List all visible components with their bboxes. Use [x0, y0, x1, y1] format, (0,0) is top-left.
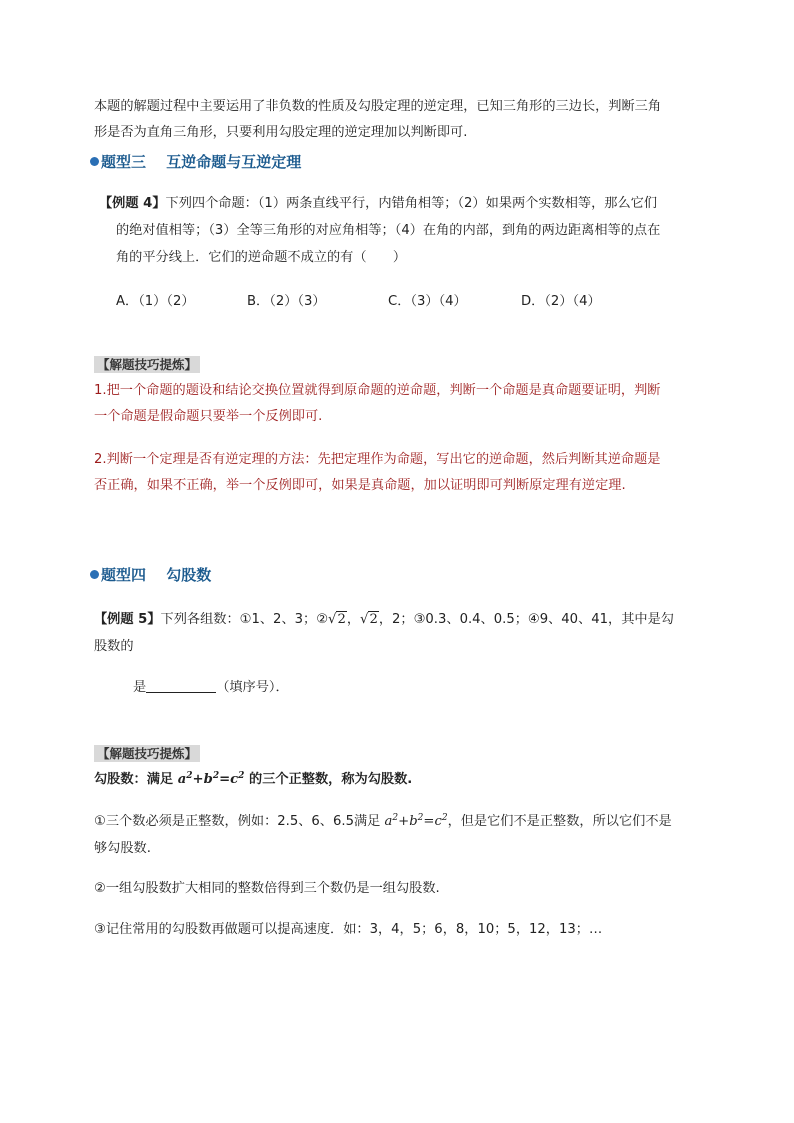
tips-tag-1: 【解题技巧提炼】 [94, 356, 200, 373]
answer-suffix: （填序号）． [216, 680, 289, 695]
section-4-heading [90, 564, 211, 585]
answer-blank[interactable] [146, 679, 216, 693]
bullet-dot-icon [90, 570, 99, 579]
example-5-text-b: ， [346, 612, 361, 627]
example-4-line-2: 的绝对值相等；（3）全等三角形的对应角相等；（4）在角的内部，到角的两边距离相等的点在 [116, 223, 661, 238]
option-b: B．（2）（3） [247, 294, 326, 309]
example-4-line-3: 角的平分线上．它们的逆命题不成立的有（ ） [116, 250, 407, 265]
definition-prefix: 勾股数：满足 [94, 772, 178, 787]
sqrt-2-second: √2 [360, 612, 378, 627]
condition-2: ②一组勾股数扩大相同的整数倍得到三个数仍是一组勾股数. [94, 881, 440, 896]
definition-suffix: 的三个正整数，称为勾股数. [244, 772, 413, 787]
option-d: D．（2）（4） [521, 294, 601, 309]
option-a: A．（1）（2） [116, 294, 195, 309]
section-3-heading [90, 151, 301, 172]
condition-3: ③记住常用的勾股数再做题可以提高速度．如：3，4，5；6，8，10；5，12，13；… [94, 922, 603, 937]
sqrt-2-first: √2 [328, 612, 346, 627]
condition-1-line-2: 够勾股数. [94, 841, 151, 856]
section-4-title: 题型四 勾股数 [101, 566, 212, 584]
example-5-line-3 [133, 679, 289, 697]
example-5-line-1 [94, 611, 674, 629]
tip-2-line-2: 否正确，如果不正确，举一个反例即可，如果是真命题，加以证明即可判断原定理有逆定理. [94, 478, 626, 493]
formula-a2-b2-c2-inline: $a^2+b^2=c^2$ [384, 813, 448, 829]
example-5-label: 【例题 5】 [94, 612, 161, 627]
sqrt-arg: 2 [369, 612, 378, 627]
section-3-title: 题型三 互逆命题与互逆定理 [101, 153, 302, 171]
example-5-text-a: 下列各组数：①1、2、3；② [160, 612, 329, 627]
sqrt-arg: 2 [337, 612, 346, 627]
example-4-label: 【例题 4】 [99, 196, 166, 211]
example-5-text-c: ，2；③0.3、0.4、0.5；④9、40、41，其中是勾 [378, 612, 674, 627]
tip-1-line-1: 1.把一个命题的题设和结论交换位置就得到原命题的逆命题，判断一个命题是真命题要证明，判断 [94, 383, 661, 398]
option-c: C．（3）（4） [388, 294, 467, 309]
answer-prefix: 是 [133, 680, 147, 695]
condition-1-prefix: ①三个数必须是正整数，例如：2.5、6、6.5满足 [94, 814, 385, 829]
formula-a2-b2-c2: $a^2+b^2=c^2$ [177, 771, 245, 787]
example-5-line-2: 股数的 [94, 639, 134, 654]
tip-2-line-1: 2.判断一个定理是否有逆定理的方法：先把定理作为命题，写出它的逆命题，然后判断其逆命题是 [94, 452, 661, 467]
tip-1-line-2: 一个命题是假命题只要举一个反例即可. [94, 409, 323, 424]
condition-1-suffix: ，但是它们不是正整数，所以它们不是 [447, 814, 672, 829]
example-4-text-1: 下列四个命题：（1）两条直线平行，内错角相等；（2）如果两个实数相等，那么它们 [165, 196, 658, 211]
condition-1-line-1 [94, 813, 672, 831]
intro-line-2: 形是否为直角三角形，只要利用勾股定理的逆定理加以判断即可. [94, 125, 468, 140]
intro-line-1: 本题的解题过程中主要运用了非负数的性质及勾股定理的逆定理，已知三角形的三边长，判断三角 [94, 99, 662, 114]
tips-tag-2: 【解题技巧提炼】 [94, 745, 200, 762]
pythagorean-definition [94, 771, 412, 789]
bullet-dot-icon [90, 157, 99, 166]
example-4-line-1 [99, 195, 657, 213]
